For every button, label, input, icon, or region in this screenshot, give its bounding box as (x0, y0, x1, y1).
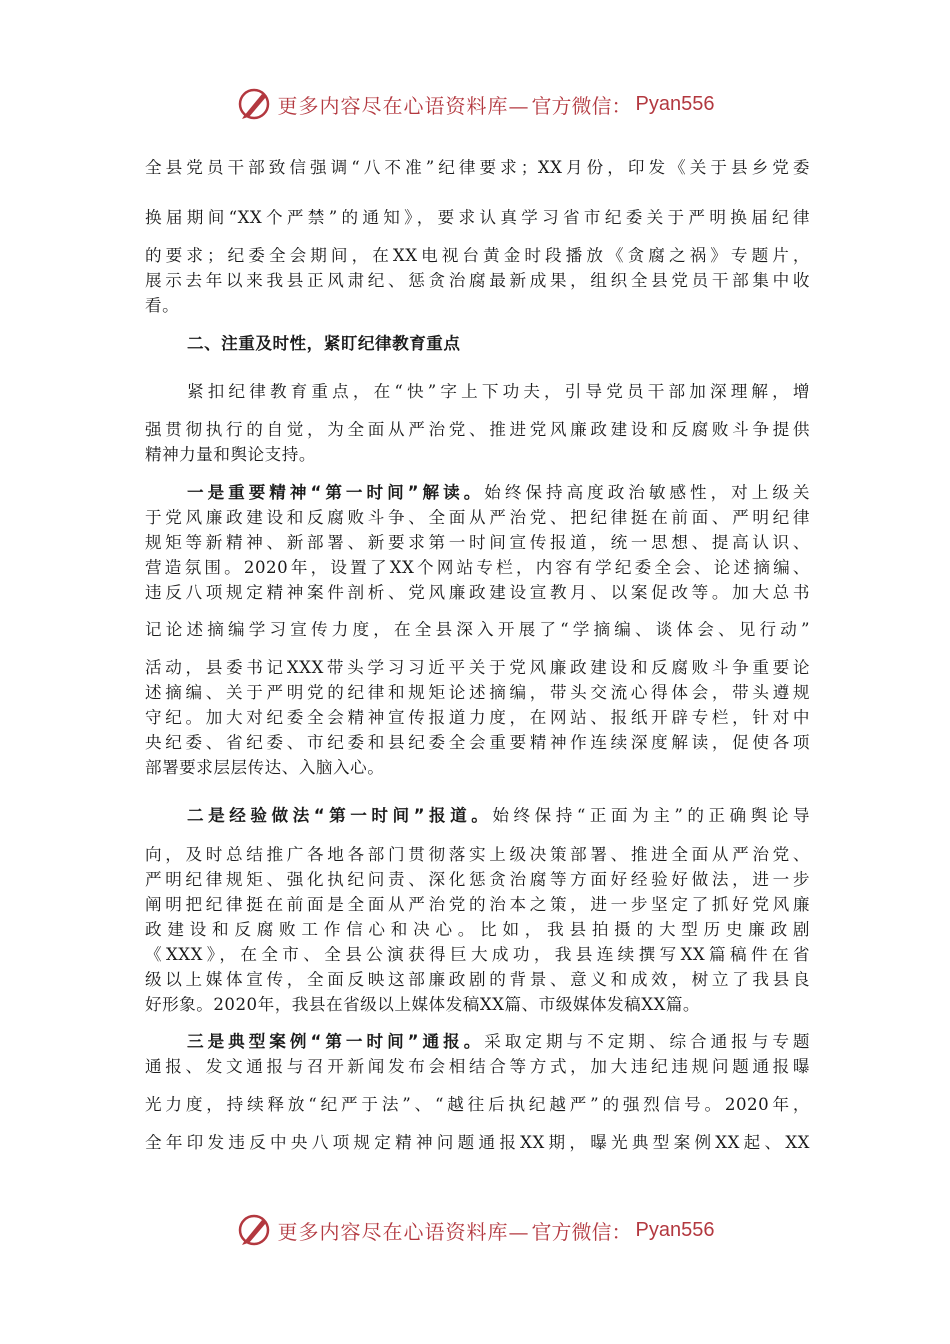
text-line: 营造氛围。2020年，设置了XX个网站专栏，内容有学纪委全会、论述摘编、 (145, 558, 810, 577)
text-line: 违反八项规定精神案件剖析、党风廉政建设宣教月、以案促改等。加大总书 (145, 583, 810, 602)
banner-wechat-id: Pyan556 (635, 1218, 715, 1241)
banner-text: 更多内容尽在心语资料库— (277, 93, 530, 118)
paragraph-first-line (187, 804, 810, 828)
text-line: 央纪委、省纪委、市纪委和县纪委全会重要精神作连续深度解读，促使各项 (145, 733, 810, 752)
text-line: 采取定期与不定期、综合通报与专题 (484, 1032, 810, 1051)
text-line: 活动，县委书记XXX带头学习习近平关于党风廉政建设和反腐败斗争重要论 (145, 658, 810, 677)
paragraph-first-line (187, 481, 810, 505)
banner-wechat-label: 官方微信： (531, 93, 632, 118)
paragraph-lead: 二是经验做法“第一时间”报道。 (187, 806, 493, 825)
text-line: 光力度，持续释放“纪严于法”、“越往后执纪越严”的强烈信号。2020年， (145, 1095, 810, 1114)
banner-wechat-label: 官方微信： (531, 1219, 632, 1244)
text-line: 《XXX》，在全市、全县公演获得巨大成功，我县连续撰写XX篇稿件在省 (145, 945, 810, 964)
text-line: 向，及时总结推广各地各部门贯彻落实上级决策部署、推进全面从严治党、 (145, 845, 810, 864)
text-line: 换届期间“XX个严禁”的通知》，要求认真学习省市纪委关于严明换届纪律 (145, 208, 810, 227)
text-line: 紧扣纪律教育重点，在“快”字上下功夫，引导党员干部加深理解，增 (187, 382, 810, 401)
text-line: 严明纪律规矩、强化执纪问责、深化惩贪治腐等方面好经验好做法，进一步 (145, 870, 810, 889)
text-line: 好形象。2020年，我县在省级以上媒体发稿XX篇、市级媒体发稿XX篇。 (145, 995, 701, 1014)
paragraph-lead: 三是典型案例“第一时间”通报。 (187, 1032, 485, 1051)
text-line: 于党风廉政建设和反腐败斗争、全面从严治党、把纪律挺在前面、严明纪律 (145, 508, 810, 527)
text-line: 守纪。加大对纪委全会精神宣传报道力度，在网站、报纸开辟专栏，针对中 (145, 708, 810, 727)
brush-pen-logo-icon (236, 86, 272, 122)
text-line: 展示去年以来我县正风肃纪、惩贪治腐最新成果，组织全县党员干部集中收 (145, 271, 810, 290)
text-line: 阐明把纪律挺在前面是全面从严治党的治本之策，进一步坚定了抓好党风廉 (145, 895, 810, 914)
text-line: 的要求；纪委全会期间，在XX电视台黄金时段播放《贪腐之祸》专题片， (145, 246, 810, 265)
text-line: 精神力量和舆论支持。 (145, 445, 316, 464)
text-line: 看。 (145, 296, 180, 315)
text-line: 强贯彻执行的自觉，为全面从严治党、推进党风廉政建设和反腐败斗争提供 (145, 420, 810, 439)
section-heading: 二、注重及时性，紧盯纪律教育重点 (187, 334, 461, 353)
banner-wechat-id: Pyan556 (635, 92, 715, 115)
text-line: 始终保持“正面为主”的正确舆论导 (492, 806, 810, 825)
text-line: 述摘编、关于严明党的纪律和规矩论述摘编，带头交流心得体会，带头遵规 (145, 683, 810, 702)
brush-pen-logo-icon (236, 1212, 272, 1248)
text-line: 全年印发违反中央八项规定精神问题通报XX期，曝光典型案例XX起、XX (145, 1133, 810, 1152)
paragraph-first-line (187, 1030, 810, 1054)
text-line: 记论述摘编学习宣传力度，在全县深入开展了“学摘编、谈体会、见行动” (145, 620, 810, 639)
text-line: 部署要求层层传达、入脑入心。 (145, 758, 385, 777)
text-line: 全县党员干部致信强调“八不准”纪律要求；XX月份，印发《关于县乡党委 (145, 158, 810, 177)
paragraph-lead: 一是重要精神“第一时间”解读。 (187, 483, 485, 502)
text-line: 始终保持高度政治敏感性，对上级关 (484, 483, 810, 502)
text-line: 级以上媒体宣传，全面反映这部廉政剧的背景、意义和成效，树立了我县良 (145, 970, 810, 989)
header-banner (0, 84, 950, 124)
text-line: 通报、发文通报与召开新闻发布会相结合等方式，加大违纪违规问题通报曝 (145, 1057, 810, 1076)
banner-text: 更多内容尽在心语资料库— (277, 1219, 530, 1244)
footer-banner (0, 1210, 950, 1250)
text-line: 规矩等新精神、新部署、新要求第一时间宣传报道，统一思想、提高认识、 (145, 533, 810, 552)
text-line: 政建设和反腐败工作信心和决心。比如，我县拍摄的大型历史廉政剧 (145, 920, 810, 939)
